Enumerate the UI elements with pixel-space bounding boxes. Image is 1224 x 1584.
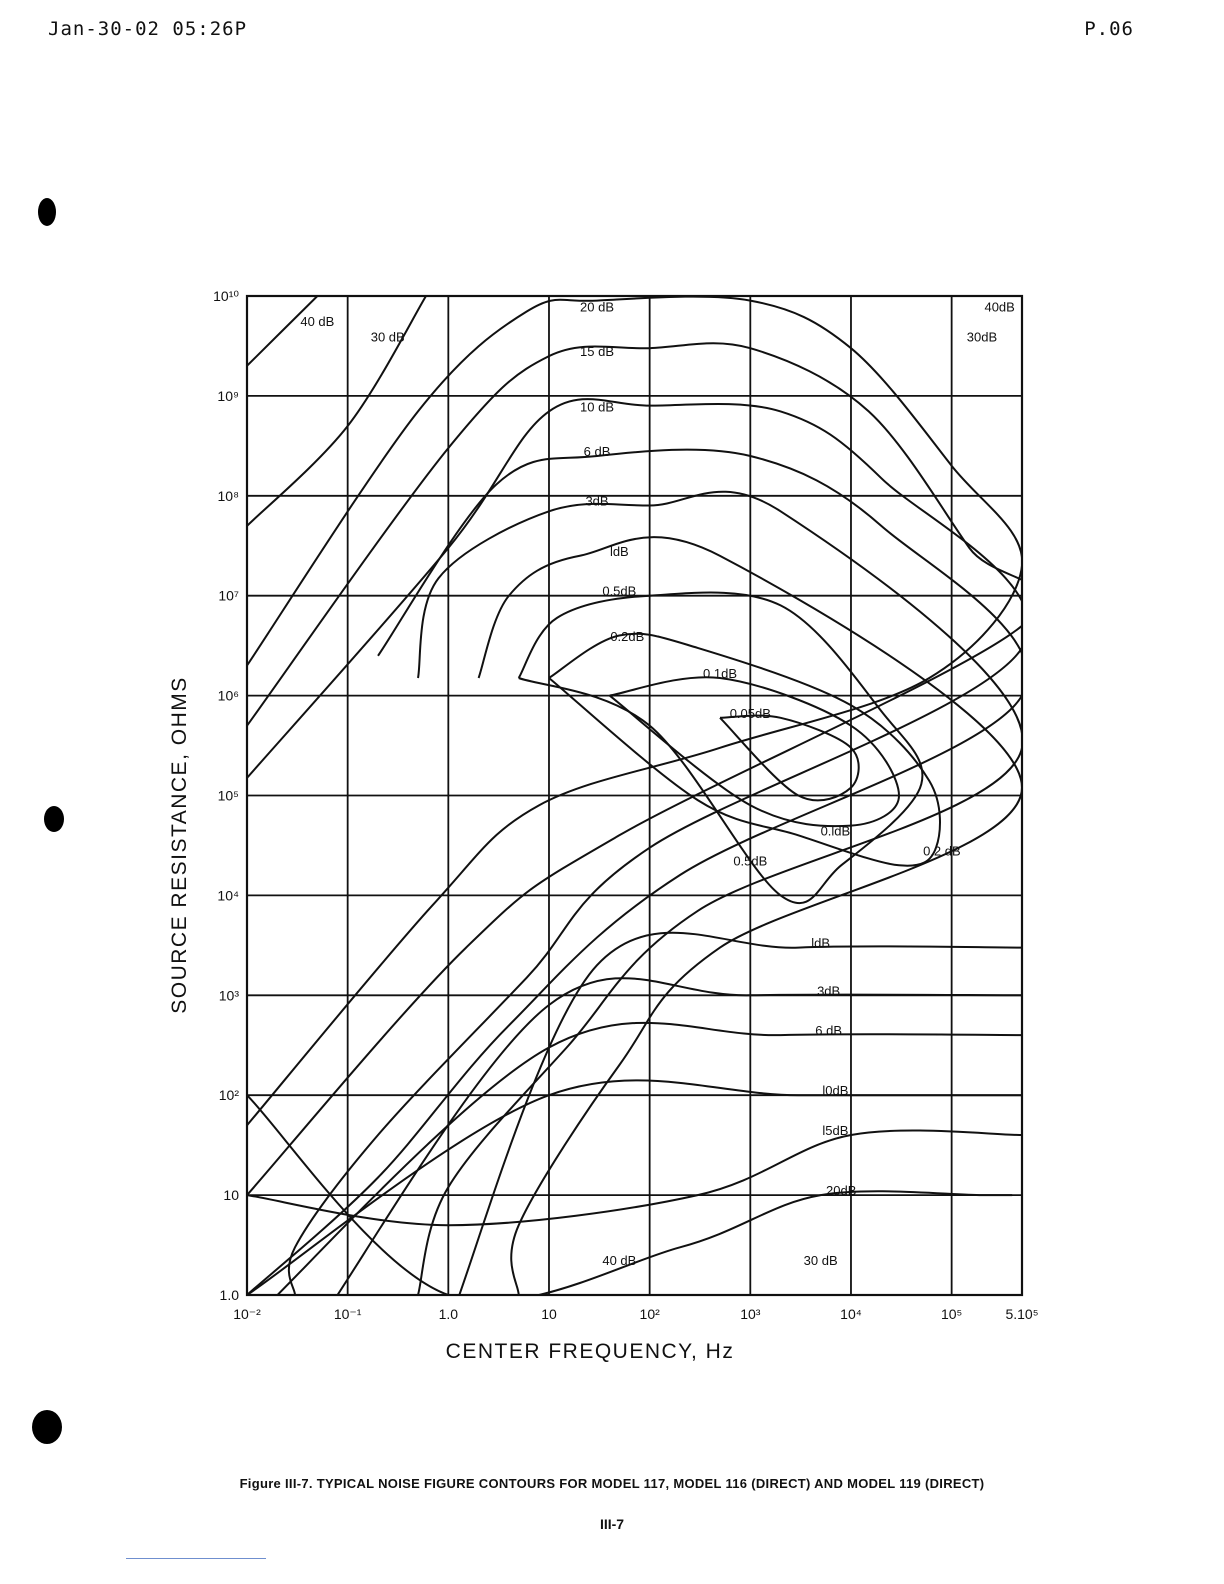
chart-grid: [247, 296, 1022, 1295]
x-tick-label: 10³: [740, 1306, 761, 1322]
contour-label: l5dB: [822, 1122, 849, 1138]
contour-lines: [247, 296, 1042, 1325]
contour-label: l0dB: [822, 1083, 849, 1099]
contour-line: [610, 677, 899, 826]
figure-caption: Figure III-7. TYPICAL NOISE FIGURE CONTOURS FOR MODEL 117, MODEL 116 (DIRECT) AND MODEL 119 (DIRECT): [239, 1476, 985, 1491]
contour-label: ldB: [811, 935, 831, 951]
fax-header-left: Jan-30-02 05:26P: [48, 18, 248, 40]
y-axis-title: SOURCE RESISTANCE, OHMS: [168, 676, 191, 1014]
x-tick-label: 10: [541, 1306, 557, 1322]
y-tick-label: 10¹⁰: [213, 288, 239, 304]
y-tick-label: 10⁷: [218, 587, 239, 604]
x-tick-label: 10²: [639, 1306, 660, 1322]
y-tick-label: 10⁹: [217, 387, 239, 404]
contour-label: 30 dB: [803, 1252, 838, 1268]
contour-line: [247, 1095, 1012, 1301]
contour-label: 0.ldB: [820, 823, 851, 839]
x-tick-label: 10⁵: [940, 1306, 963, 1322]
contour-label: 20 dB: [580, 299, 615, 315]
contour-line: [418, 492, 1023, 1295]
contour-line: [247, 399, 1029, 1295]
fax-header-right: P.06: [1084, 18, 1134, 40]
contour-label: 0.5dB: [733, 853, 768, 869]
y-tick-label: 10²: [218, 1087, 239, 1104]
y-tick-label: 10⁴: [217, 887, 239, 904]
contour-label: 0.2 dB: [923, 843, 961, 859]
contour-line: [247, 1023, 1022, 1325]
x-tick-label: 10⁻¹: [333, 1306, 362, 1322]
y-tick-label: 10⁸: [217, 487, 239, 504]
contour-label: 15 dB: [580, 344, 615, 360]
contour-line: [247, 297, 1022, 1126]
contour-label: 20dB: [826, 1183, 857, 1199]
y-tick-label: 1.0: [219, 1287, 239, 1303]
page-number: III-7: [599, 1516, 625, 1532]
x-axis-title: CENTER FREQUENCY, Hz: [445, 1340, 735, 1363]
x-tick-label: 10⁴: [840, 1306, 862, 1322]
contour-label: 0.5dB: [602, 583, 637, 599]
contour-line: [317, 978, 1022, 1325]
y-tick-label: 10³: [218, 987, 239, 1004]
contour-label: 3dB: [817, 983, 841, 999]
contour-label: 0.1dB: [703, 666, 738, 682]
punch-hole-mark: [32, 1410, 62, 1444]
x-tick-label: 10⁻²: [233, 1306, 261, 1322]
contour-line: [247, 1131, 1022, 1226]
contour-label: 30 dB: [370, 329, 405, 345]
contour-label: 0.05dB: [729, 705, 771, 721]
x-tick-label: 1.0: [438, 1306, 459, 1322]
contour-label: 0.2dB: [610, 629, 645, 645]
y-tick-label: 10: [223, 1187, 239, 1204]
contour-label: ldB: [609, 543, 629, 559]
axis-ticks: [213, 288, 1038, 1322]
contour-line: [247, 296, 317, 366]
contour-label: 6 dB: [583, 444, 611, 460]
contour-label: 30dB: [966, 329, 998, 345]
contour-label: 3dB: [585, 493, 609, 509]
contour-line: [549, 634, 940, 869]
contour-line: [247, 450, 1028, 1295]
contour-label: 40 dB: [602, 1252, 637, 1268]
x-tick-label: 5.10⁵: [1005, 1306, 1039, 1322]
contour-label: 40 dB: [300, 314, 335, 330]
y-tick-label: 10⁵: [217, 787, 239, 804]
contour-label: 10 dB: [580, 399, 615, 415]
contour-label: 6 dB: [815, 1023, 843, 1039]
y-tick-label: 10⁶: [217, 687, 239, 704]
contour-labels: [300, 299, 1014, 1267]
contour-line: [448, 933, 1022, 1325]
divider-line: [126, 1558, 266, 1559]
contour-label: 40dB: [984, 299, 1015, 315]
